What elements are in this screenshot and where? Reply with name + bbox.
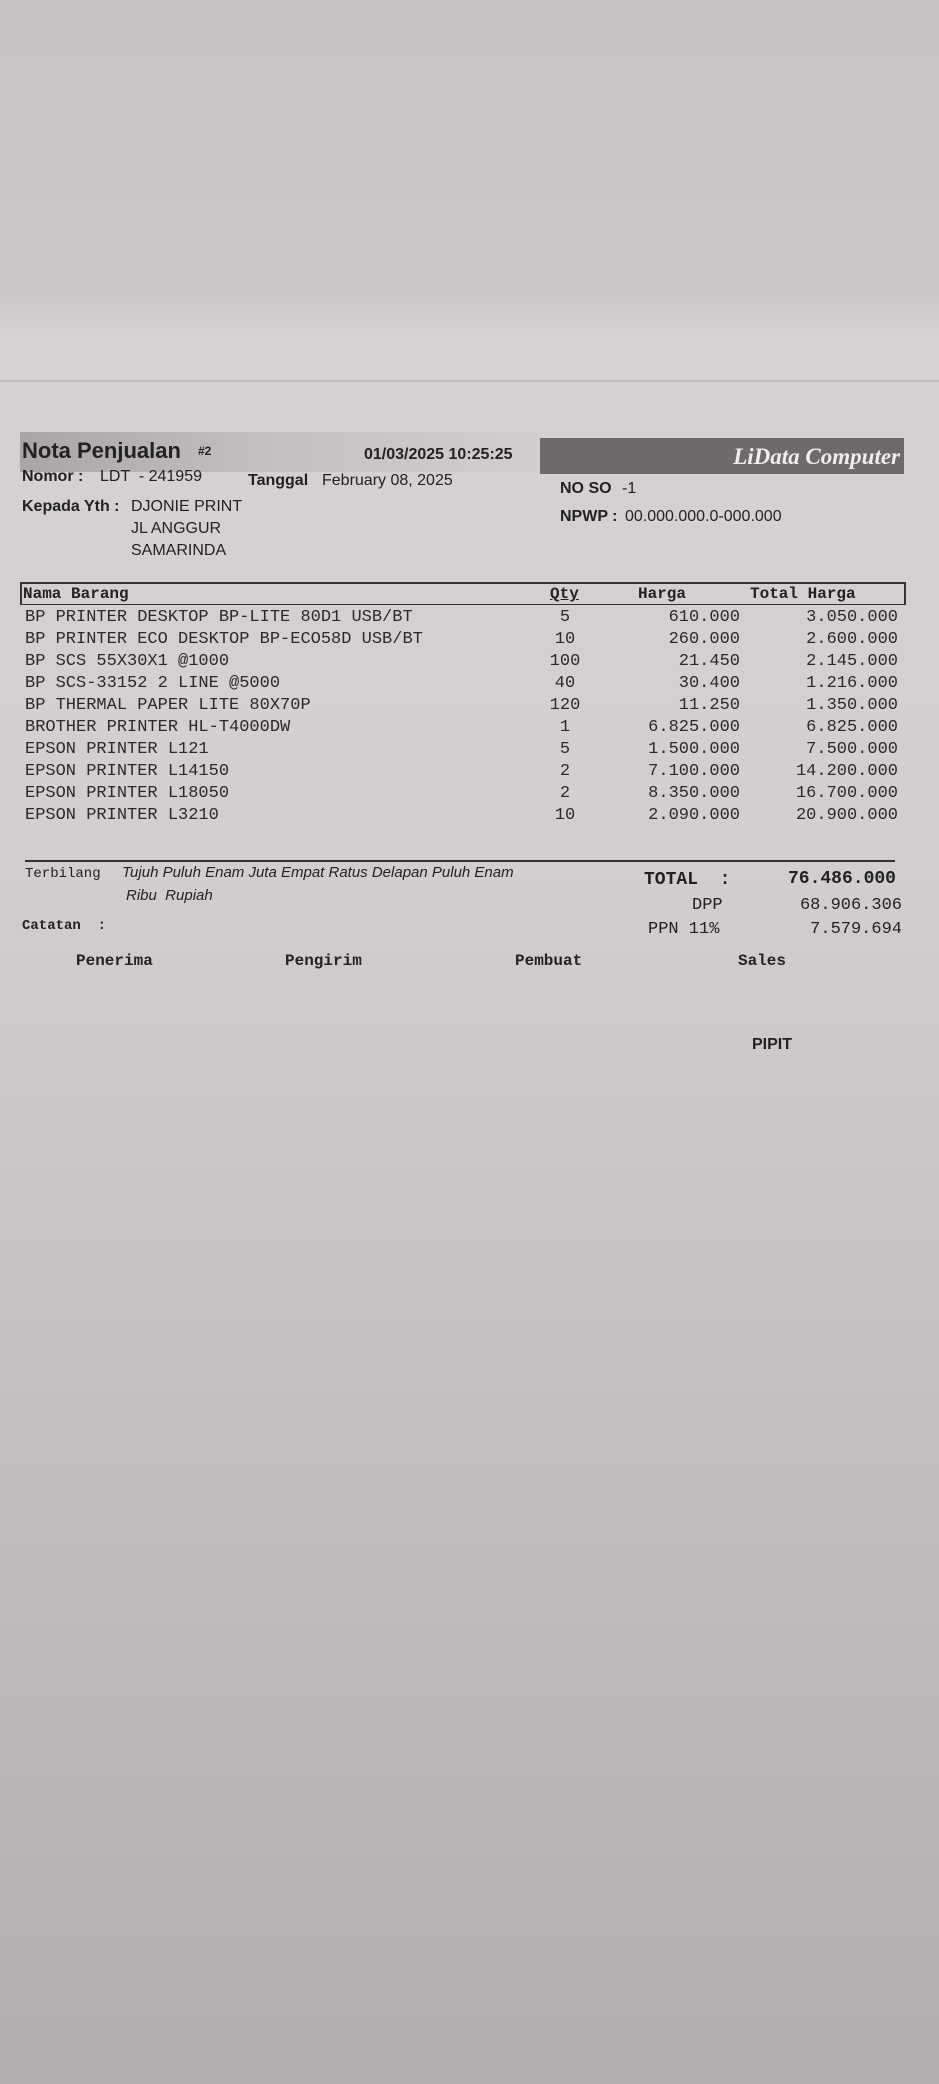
signature-pembuat: Pembuat <box>515 952 583 970</box>
catatan-label: Catatan : <box>22 918 107 934</box>
item-qty: 100 <box>549 652 581 671</box>
item-price: 30.400 <box>678 674 740 693</box>
item-total: 2.600.000 <box>806 630 898 649</box>
item-name: EPSON PRINTER L14150 <box>25 762 230 781</box>
item-name: BP SCS 55X30X1 @1000 <box>25 652 230 671</box>
document-title: Nota Penjualan <box>22 438 181 463</box>
tanggal-label: Tanggal <box>248 472 309 489</box>
paper-fold-line <box>0 380 939 382</box>
item-qty: 2 <box>559 784 571 803</box>
signature-sales: Sales <box>738 952 787 970</box>
terbilang-line-2: Ribu Rupiah <box>126 887 213 904</box>
nomor-value: LDT - 241959 <box>100 468 202 485</box>
item-total: 6.825.000 <box>806 718 898 737</box>
summary-divider <box>25 860 895 862</box>
customer-city: SAMARINDA <box>131 542 227 559</box>
table-row <box>20 784 904 806</box>
total-value: 76.486.000 <box>787 869 896 889</box>
item-price: 610.000 <box>668 608 740 627</box>
dpp-value: 68.906.306 <box>799 896 902 915</box>
table-row <box>20 674 904 696</box>
item-name: BP THERMAL PAPER LITE 80X70P <box>25 696 311 715</box>
col-header-nama-barang: Nama Barang <box>23 585 129 603</box>
kepada-label: Kepada Yth : <box>22 498 120 515</box>
title-bar <box>20 432 540 472</box>
table-row <box>20 696 904 718</box>
item-price: 2.090.000 <box>648 806 740 825</box>
signature-pengirim: Pengirim <box>285 952 362 970</box>
ppn-value: 7.579.694 <box>810 920 902 939</box>
item-name: BROTHER PRINTER HL-T4000DW <box>25 718 291 737</box>
item-total: 20.900.000 <box>795 806 898 825</box>
col-header-harga: Harga <box>638 585 687 603</box>
dpp-label: DPP <box>692 896 723 915</box>
terbilang-label: Terbilang <box>25 866 101 882</box>
company-banner <box>540 438 904 474</box>
item-name: EPSON PRINTER L3210 <box>25 806 219 825</box>
item-qty: 5 <box>559 608 571 627</box>
item-qty: 120 <box>549 696 581 715</box>
noso-label: NO SO <box>560 480 612 497</box>
table-row <box>20 630 904 652</box>
company-name: LiData Computer <box>733 444 900 469</box>
total-label: TOTAL : <box>644 870 731 890</box>
item-price: 260.000 <box>668 630 740 649</box>
table-row <box>20 806 904 828</box>
item-name: EPSON PRINTER L18050 <box>25 784 230 803</box>
table-row <box>20 718 904 740</box>
item-total: 7.500.000 <box>806 740 898 759</box>
item-total: 1.350.000 <box>806 696 898 715</box>
item-price: 11.250 <box>678 696 740 715</box>
print-datetime: 01/03/2025 10:25:25 <box>364 446 513 463</box>
item-price: 21.450 <box>678 652 740 671</box>
noso-value: -1 <box>622 480 637 497</box>
item-qty: 1 <box>559 718 571 737</box>
item-name: BP SCS-33152 2 LINE @5000 <box>25 674 281 693</box>
table-row <box>20 762 904 784</box>
item-total: 2.145.000 <box>806 652 898 671</box>
col-header-total-harga: Total Harga <box>750 585 856 603</box>
sales-person-name: PIPIT <box>752 1036 793 1053</box>
item-price: 8.350.000 <box>648 784 740 803</box>
item-name: BP PRINTER DESKTOP BP-LITE 80D1 USB/BT <box>25 608 413 627</box>
item-qty: 10 <box>554 806 576 825</box>
item-price: 7.100.000 <box>648 762 740 781</box>
item-total: 1.216.000 <box>806 674 898 693</box>
item-qty: 5 <box>559 740 571 759</box>
item-price: 1.500.000 <box>648 740 740 759</box>
col-header-qty: Qty <box>550 585 579 603</box>
table-row <box>20 652 904 674</box>
terbilang-line-1: Tujuh Puluh Enam Juta Empat Ratus Delapan Puluh Enam <box>122 864 514 881</box>
item-price: 6.825.000 <box>648 718 740 737</box>
item-qty: 10 <box>554 630 576 649</box>
item-name: BP PRINTER ECO DESKTOP BP-ECO58D USB/BT <box>25 630 423 649</box>
item-total: 3.050.000 <box>806 608 898 627</box>
customer-name: DJONIE PRINT <box>131 498 243 515</box>
customer-street: JL ANGGUR <box>131 520 222 537</box>
tanggal-value: February 08, 2025 <box>322 472 453 489</box>
nomor-label: Nomor : <box>22 468 84 485</box>
npwp-label: NPWP : <box>560 508 618 525</box>
table-row <box>20 608 904 630</box>
signature-penerima: Penerima <box>76 952 153 970</box>
item-name: EPSON PRINTER L121 <box>25 740 209 759</box>
item-qty: 2 <box>559 762 571 781</box>
item-qty: 40 <box>554 674 576 693</box>
item-total: 14.200.000 <box>795 762 898 781</box>
npwp-value: 00.000.000.0-000.000 <box>625 508 782 525</box>
document-copy-number: #2 <box>198 444 212 458</box>
item-total: 16.700.000 <box>795 784 898 803</box>
table-row <box>20 740 904 762</box>
ppn-label: PPN 11% <box>648 920 720 939</box>
